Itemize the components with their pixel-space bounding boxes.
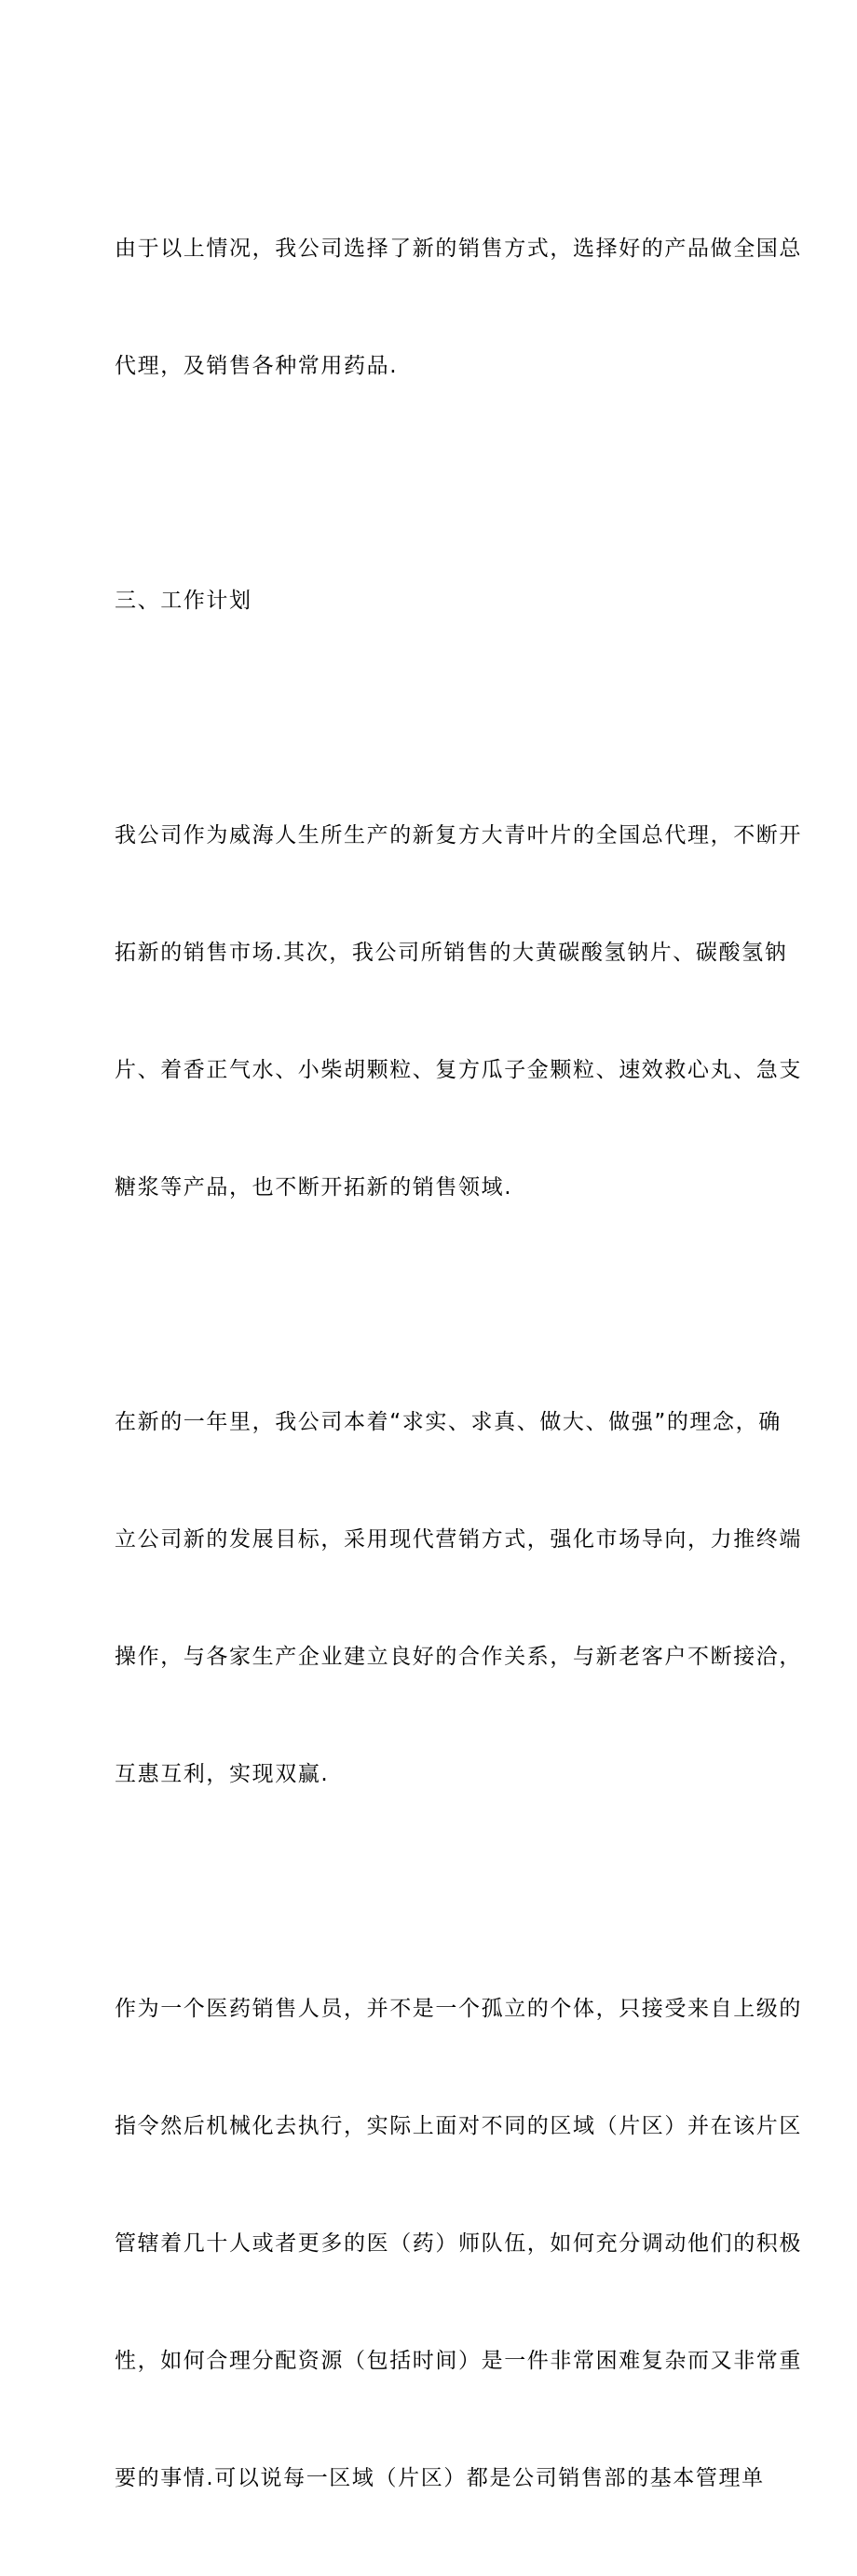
text-line: 立公司新的发展目标，采用现代营销方式，强化市场导向，力推终端 <box>115 1527 802 1552</box>
document-body <box>115 151 802 2576</box>
text-line: 由于以上情况，我公司选择了新的销售方式，选择好的产品做全国总 <box>115 237 802 261</box>
text-line: 管辖着几十人或者更多的医（药）师队伍，如何充分调动他们的积极 <box>115 2231 802 2256</box>
paragraph-products <box>115 738 802 1285</box>
text-line: 糖浆等产品，也不断开拓新的销售领域. <box>115 1175 513 1200</box>
text-line: 要的事情.可以说每一区域（片区）都是公司销售部的基本管理单 <box>115 2466 765 2490</box>
text-line: 作为一个医药销售人员，并不是一个孤立的个体，只接受来自上级的 <box>115 1997 802 2021</box>
text-line: 片、着香正气水、小柴胡颗粒、复方瓜子金颗粒、速效救心丸、急支 <box>115 1058 802 1082</box>
text-line: 代理，及销售各种常用药品. <box>115 354 399 378</box>
text-line: 操作，与各家生产企业建立良好的合作关系，与新老客户不断接洽， <box>115 1645 802 1669</box>
paragraph-sales-role <box>115 1911 802 2576</box>
section-heading-work-plan <box>115 503 767 698</box>
text-line: 互惠互利，实现双赢. <box>115 1762 330 1786</box>
paragraph-new-year-goals <box>115 1324 802 1872</box>
text-line: 在新的一年里，我公司本着“求实、求真、做大、做强”的理念，确 <box>115 1410 782 1434</box>
text-line: 拓新的销售市场.其次，我公司所销售的大黄碳酸氢钠片、碳酸氢钠 <box>115 941 788 965</box>
text-line: 指令然后机械化去执行，实际上面对不同的区域（片区）并在该片区 <box>115 2114 802 2138</box>
text-line: 我公司作为威海人生所生产的新复方大青叶片的全国总代理，不断开 <box>115 823 802 847</box>
heading-text: 三、工作计划 <box>115 589 252 613</box>
paragraph-situation-summary <box>115 151 802 464</box>
text-line: 性，如何合理分配资源（包括时间）是一件非常困难复杂而又非常重 <box>115 2349 802 2373</box>
